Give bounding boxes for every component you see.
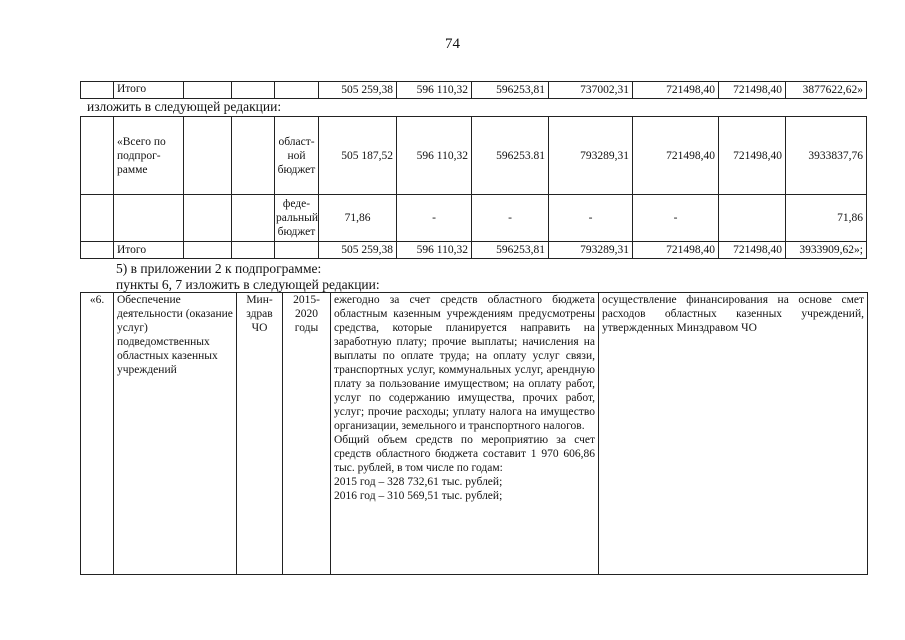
period-cell: 2015-2020 годы — [283, 293, 331, 575]
measures-table — [80, 292, 868, 575]
table-cell: 596253.81 — [472, 117, 549, 195]
table-cell: 71,86 — [319, 195, 397, 242]
paragraph-5: 5) в приложении 2 к подпрограмме: — [116, 261, 322, 276]
table-cell: 3933837,76 — [786, 117, 867, 195]
table-cell: - — [549, 195, 633, 242]
subprogram-label: «Всего по подпрог-рамме — [114, 117, 184, 195]
table-row — [81, 82, 867, 99]
table-cell: 721498,40 — [633, 82, 719, 99]
description-paragraph: 2015 год – 328 732,61 тыс. рублей; — [334, 476, 503, 488]
executor-cell: Мин-здрав ЧО — [237, 293, 283, 575]
table-cell: 737002,31 — [549, 82, 633, 99]
table-cell: 721498,40 — [633, 117, 719, 195]
table-cell: - — [472, 195, 549, 242]
table-cell: 596 110,32 — [397, 82, 472, 99]
description-paragraph: 2016 год – 310 569,51 тыс. рублей; — [334, 490, 503, 502]
table-cell: 505 259,38 — [319, 242, 397, 259]
table-cell: 3933909,62»; — [786, 242, 867, 259]
table-row — [81, 117, 867, 195]
table-cell: - — [633, 195, 719, 242]
top-total-table — [80, 81, 867, 99]
table-cell: 3877622,62» — [786, 82, 867, 99]
table-cell: 793289,31 — [549, 117, 633, 195]
description-paragraph: Общий объем средств по мероприятию за счет средств областного бюджета составит 1 970 606,86 тыс. рублей, в том числе по годам: — [334, 434, 595, 474]
description-paragraph: ежегодно за счет средств областного бюджета областным казенным учреждениям предусмотрены средства, которые планируется направить на заработную плату; прочие выплаты; начисления на выплаты по оплате труда; на оплату услуг связи, транспортных услуг, коммунальных услуг, арендную плату за пользование имуществом; на оплату работ, услуг по содержанию имущества, прочих работ, услуг; прочие расходы; уплату налога на имущество организации, земельного и транспортного налогов. — [334, 294, 595, 432]
subprogram-table — [80, 116, 867, 259]
total-label: Итого — [114, 242, 184, 259]
table-cell: 71,86 — [786, 195, 867, 242]
result-cell: осуществление финансирования на основе смет расходов областных казенных учреждений, утвержденных Минздравом ЧО — [599, 293, 868, 575]
table-cell: 596 110,32 — [397, 242, 472, 259]
table-cell: 721498,40 — [633, 242, 719, 259]
table-cell — [719, 195, 786, 242]
table-cell: 505 259,38 — [319, 82, 397, 99]
table-cell: 596 110,32 — [397, 117, 472, 195]
source-cell: феде-ральный бюджет — [275, 195, 319, 242]
source-cell: област-ной бюджет — [275, 117, 319, 195]
table-cell: 793289,31 — [549, 242, 633, 259]
table-row — [81, 195, 867, 242]
total-label: Итого — [114, 82, 184, 99]
table-cell: - — [397, 195, 472, 242]
description-cell — [331, 293, 599, 575]
table-cell: 721498,40 — [719, 82, 786, 99]
table-cell: 505 187,52 — [319, 117, 397, 195]
paragraph-points: пункты 6, 7 изложить в следующей редакции: — [116, 277, 380, 292]
table-row — [81, 242, 867, 259]
table-row — [81, 293, 868, 575]
table-cell: 596253,81 — [472, 82, 549, 99]
page-number: 74 — [445, 36, 460, 52]
table-cell: 721498,40 — [719, 242, 786, 259]
table-cell: 721498,40 — [719, 117, 786, 195]
measure-name: Обеспечение деятельности (оказание услуг) подведомственных областных казенных учреждений — [114, 293, 237, 575]
item-number: «6. — [81, 293, 114, 575]
replace-line: изложить в следующей редакции: — [87, 99, 282, 114]
table-cell: 596253,81 — [472, 242, 549, 259]
